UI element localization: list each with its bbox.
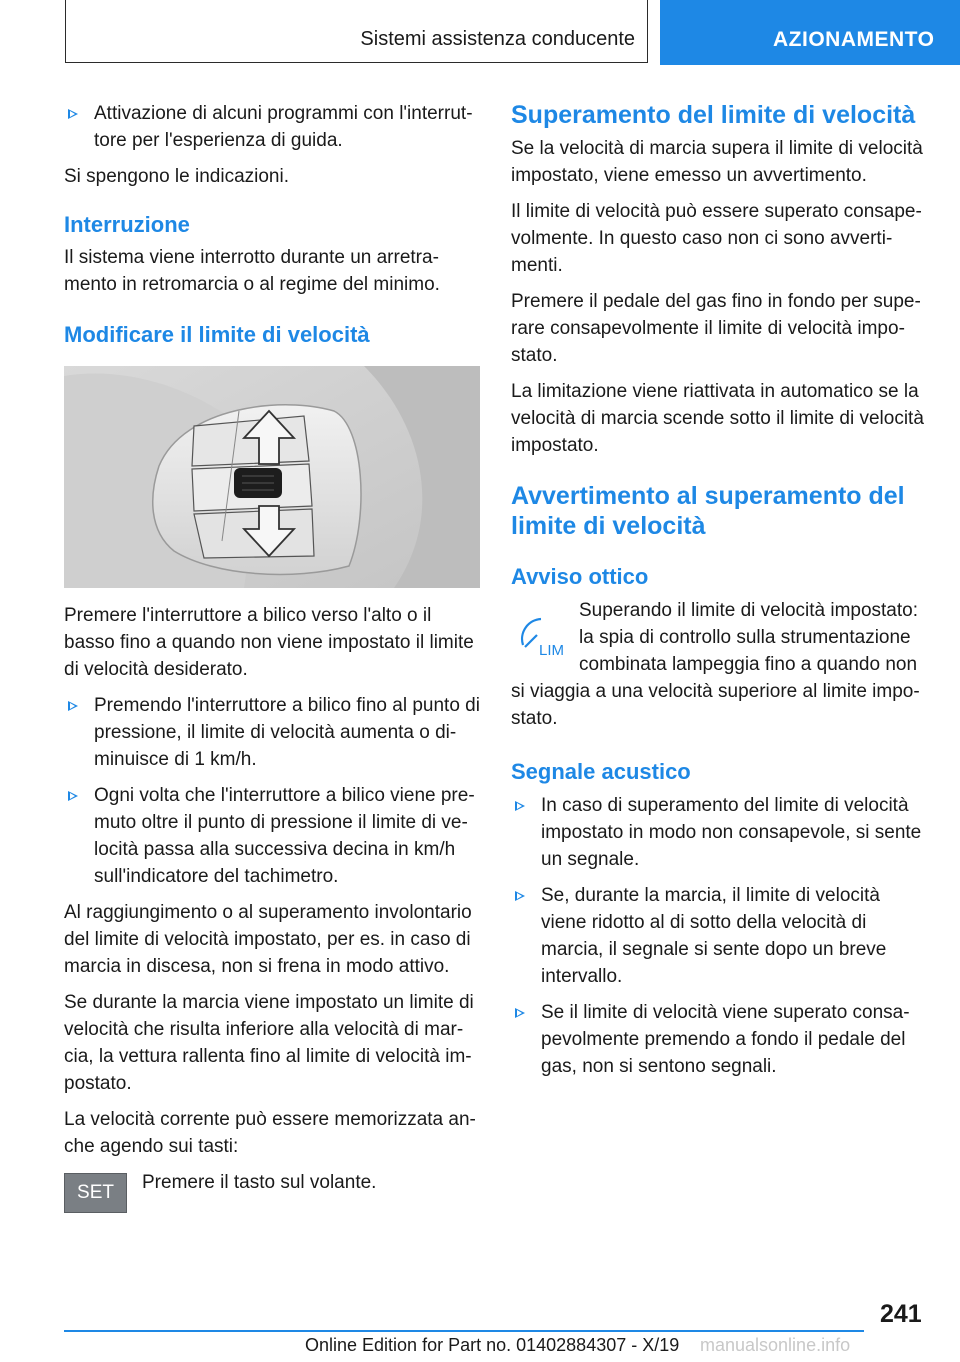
set-key-icon: SET <box>64 1173 127 1213</box>
heading-segnale-acustico: Segnale acustico <box>511 759 691 784</box>
list-item: Se il limite di velocità viene superato consapevolmente premendo a fondo il pedale del gas, non si sentono segnali. <box>511 999 929 1080</box>
header-section-box <box>65 0 648 63</box>
lim-label: LIM <box>539 642 565 659</box>
section-title: Sistemi assistenza conducente <box>360 28 635 50</box>
set-key-row <box>64 1169 480 1227</box>
list-item: Premendo l'interruttore a bilico fino al punto di pressione, il limite di velocità aumenta o diminuisce di 1 km/h. <box>64 692 480 773</box>
paragraph: Al raggiungimento o al superamento involontario del limite di velocità impostato, per es. in caso di marcia in discesa, non si frena in modo attivo. <box>64 902 472 977</box>
bullet-triangle-icon <box>515 891 525 901</box>
paragraph: Se la velocità di marcia supera il limite di velocità impostato, viene emesso un avvertimento. <box>511 138 923 186</box>
right-column <box>511 100 929 1089</box>
heading-interruzione: Interruzione <box>64 212 190 237</box>
heading-superamento: Superamento del limite di velocità <box>511 101 916 129</box>
list-item: Ogni volta che l'interruttore a bilico viene premuto oltre il punto di pressione il limite di velocità passa alla successiva decina in km/h sull'indicatore del tachimetro. <box>64 782 480 890</box>
watermark-text: manualsonline.info <box>700 1335 851 1355</box>
header-chapter-tab <box>660 0 960 65</box>
paragraph: La velocità corrente può essere memorizzata anche agendo sui tasti: <box>64 1109 476 1157</box>
heading-modificare: Modificare il limite di velocità <box>64 322 370 347</box>
list-item: In caso di superamento del limite di velocità impostato in modo non consapevole, si sente un segnale. <box>511 792 929 873</box>
bullet-triangle-icon <box>515 801 525 811</box>
heading-avviso-ottico: Avviso ottico <box>511 564 649 589</box>
list-item: Se, durante la marcia, il limite di velocità viene ridotto al di sotto della velocità di marcia, il segnale si sente dopo un breve intervallo. <box>511 882 929 990</box>
paragraph: Se durante la marcia viene impostato un limite di velocità che risulta inferiore alla velocità di marcia, la vettura rallenta fino al limite di velocità impostato. <box>64 992 474 1094</box>
bullet-triangle-icon <box>68 791 78 801</box>
edition-text: Online Edition for Part no. 01402884307 - X/19 <box>305 1335 680 1355</box>
left-column <box>64 100 480 1236</box>
chapter-title: AZIONAMENTO <box>773 28 935 51</box>
ottico-block: LIM Superando il limite di velocità impostato: la spia di controllo sulla strumentazione combinata lampeggia fino a quando non si viaggia a una velocità superiore al limite impostato. <box>511 597 929 732</box>
steering-wheel-rocker-photo <box>64 366 480 588</box>
paragraph: Premere il pedale del gas fino in fondo per superare consapevolmente il limite di velocità impostato. <box>511 291 921 366</box>
speed-limit-indicator-icon <box>511 597 579 677</box>
paragraph: Si spengono le indicazioni. <box>64 166 289 187</box>
paragraph: La limitazione viene riattivata in automatico se la velocità di marcia scende sotto il limite di velocità impostato. <box>511 381 924 456</box>
paragraph: Premere l'interruttore a bilico verso l'alto o il basso fino a quando non viene impostato il limite di velocità desiderato. <box>64 605 474 680</box>
heading-avvertimento: Avvertimento al superamento del limite di velocità <box>511 482 905 540</box>
list-item: Attivazione di alcuni programmi con l'interruttore per l'esperienza di guida. <box>64 100 480 154</box>
bullet-triangle-icon <box>515 1008 525 1018</box>
bullet-triangle-icon <box>68 701 78 711</box>
paragraph: Premere il tasto sul volante. <box>142 1172 377 1193</box>
page-number: 241 <box>880 1300 922 1328</box>
bullet-triangle-icon <box>68 109 78 119</box>
footer-rule <box>64 1330 864 1332</box>
paragraph: Il sistema viene interrotto durante un arretramento in retromarcia o al regime del minimo. <box>64 247 440 295</box>
paragraph: Il limite di velocità può essere superato consapevolmente. In questo caso non ci sono avvertimenti. <box>511 201 922 276</box>
